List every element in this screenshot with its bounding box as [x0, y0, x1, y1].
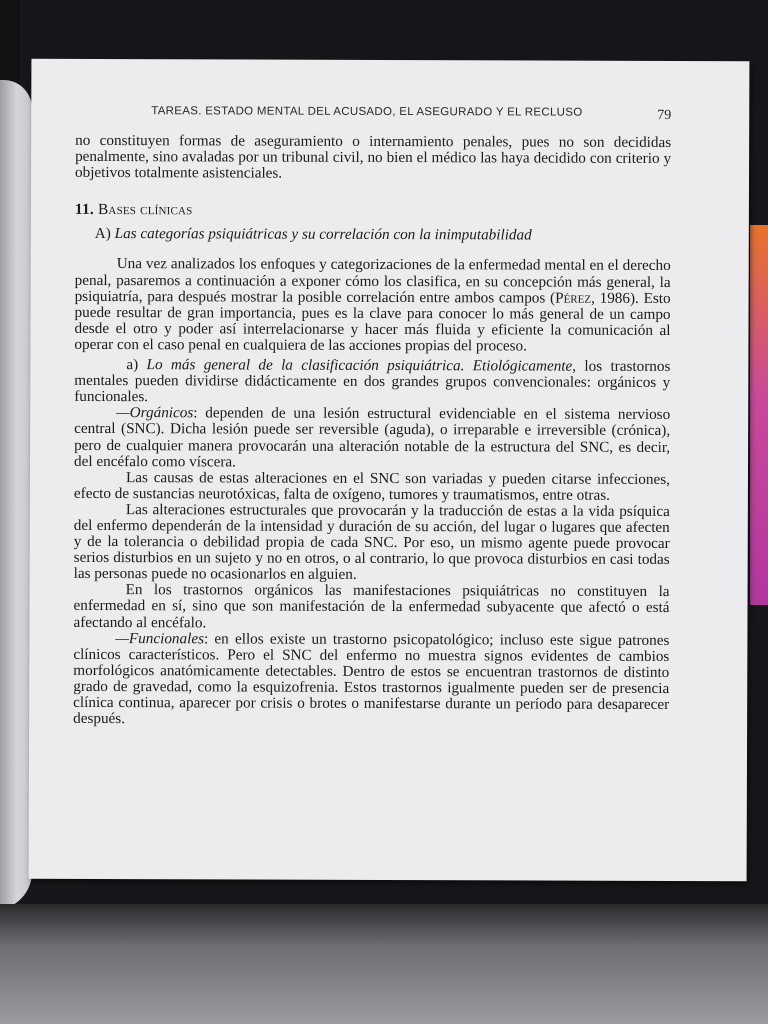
paragraph-intro: no constituyen formas de aseguramiento o internamiento penales, pues no son decididas penalmente, sino avaladas por un tribunal civil, no bien el médico las haya decidido con criterio y objetivos totalmente asistenciales.	[75, 131, 672, 182]
section-number: 11.	[74, 201, 94, 219]
citation-author: Pérez	[555, 289, 592, 307]
subsection-letter: A)	[94, 225, 111, 243]
fabric-background	[0, 904, 768, 1024]
subsection-heading	[95, 226, 671, 244]
paragraph-5: Las alteraciones estructurales que provocarán y la traducción de estas a la vida psíquica del enfermo dependerán de la intensidad y duración de su acción, del lugar o lugares que afecten y de la tolerancia o debilidad propia de cada SNC. Por eso, un mismo agente puede provocar serios disturbios en un sujeto y no en otros, o al contrario, lo que provoca disturbios en casi todas las personas puede no ocasionarlos en alguien.	[73, 500, 670, 584]
item-a-label: a)	[126, 356, 139, 374]
term-organicos: —Orgánicos	[116, 404, 194, 422]
paragraph-1-text-a: Una vez analizados los enfoques y categorizaciones de la enfermedad mental en el derecho penal, pasaremos a continuación a exponer cómo los clasifica, en su concepción más general, la psiquiatría, para después mostrar la posible correlación entre ambos campos (	[74, 255, 671, 307]
colored-object-edge	[750, 225, 768, 605]
item-a-title: Lo más general de la clasificación psiquiátrica.	[146, 356, 465, 375]
paragraph-1-text-b: , 1986). Esto puede resultar de gran importancia, pues es la clave para conocer lo más general de un campo desde el otro y poder así interrelacionarse y hacer más fluida y eficiente la comunicación al operar con el caso penal en cualquiera de las acciones propias del proceso.	[74, 289, 671, 355]
paragraph-7	[73, 631, 669, 730]
running-head: TAREAS. ESTADO MENTAL DEL ACUSADO, EL ASEGURADO Y EL RECLUSO	[151, 105, 583, 119]
page-curl-left	[0, 80, 32, 910]
page-body	[73, 133, 671, 729]
term-funcionales: —Funcionales	[115, 629, 205, 647]
section-heading	[75, 202, 671, 220]
paragraph-4: Las causas de estas alteraciones en el SNC son variadas y pueden citarse infecciones, efecto de sustancias neurotóxicas, falta de oxígeno, tumores y traumatismos, entre otras.	[73, 468, 670, 504]
paragraph-7-text: : en ellos existe un trastorno psicopatológico; incluso este sigue patrones clínicos característicos. Pero el SNC del enfermo no muestra signos evidentes de cambios morfológicos anatómicamente detectables. Dentro de estos se encuentran trastornos de distinto grado de gravedad, como la esquizofrenia. Estos trastornos igualmente pueden ser de presencia clínica continua, aparecer por crisis o brotes o manifestarse durante un período para desaparecer después.	[73, 629, 670, 728]
paragraph-2-text: , los trastornos mentales pueden dividirse didácticamente en dos grandes grupos convencionales: orgánicos y funcionales.	[74, 357, 671, 406]
subsection-title: Las categorías psiquiátricas y su correlación con la inimputabilidad	[114, 225, 532, 244]
paragraph-3	[74, 405, 670, 471]
book-page	[29, 59, 750, 882]
paragraph-6: En los trastornos orgánicos las manifestaciones psiquiátricas no constituyen la enfermedad en sí, sino que son manifestación de la enfermedad subyacente que afectó o está afectando al encéfalo.	[73, 581, 670, 631]
page-number: 79	[657, 107, 672, 123]
paragraph-1	[74, 256, 670, 355]
section-title: Bases clínicas	[97, 201, 193, 219]
paragraph-2	[74, 357, 670, 407]
item-a-keyword: Etiológicamente	[472, 357, 573, 375]
paragraph-3-text: : dependen de una lesión estructural evidenciable en el sistema nervioso central (SNC). Dicha lesión puede ser reversible (aguda), o irreparable e irreversible (crónica), pero de cualquier manera provocarán una alteración notable de la estructura del SNC, es decir, del encéfalo como víscera.	[73, 404, 671, 471]
